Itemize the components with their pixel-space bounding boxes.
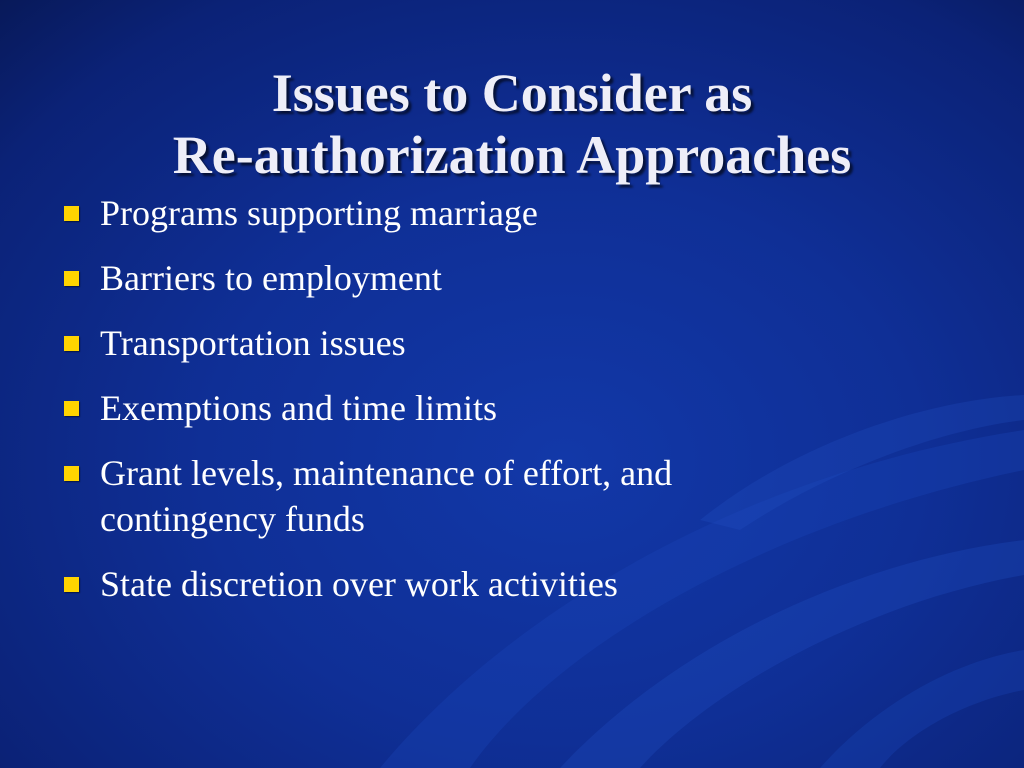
bullet-item xyxy=(64,450,824,542)
bullet-item xyxy=(64,255,824,301)
square-bullet-icon xyxy=(64,401,79,416)
square-bullet-icon xyxy=(64,577,79,592)
square-bullet-icon xyxy=(64,336,79,351)
bullet-item xyxy=(64,561,824,607)
bullet-text: Grant levels, maintenance of effort, and contingency funds xyxy=(100,453,673,539)
bullet-list xyxy=(64,190,824,626)
bullet-text: Barriers to employment xyxy=(100,258,442,298)
bullet-text: Exemptions and time limits xyxy=(100,388,497,428)
slide-title xyxy=(0,62,1024,186)
bullet-item xyxy=(64,190,824,236)
square-bullet-icon xyxy=(64,271,79,286)
bullet-text: Transportation issues xyxy=(100,323,406,363)
square-bullet-icon xyxy=(64,466,79,481)
bullet-item xyxy=(64,320,824,366)
bullet-text: State discretion over work activities xyxy=(100,564,618,604)
title-line-1: Issues to Consider as xyxy=(271,63,753,124)
square-bullet-icon xyxy=(64,206,79,221)
bullet-item xyxy=(64,385,824,431)
title-line-2: Re-authorization Approaches xyxy=(172,125,852,186)
bullet-text: Programs supporting marriage xyxy=(100,193,538,233)
